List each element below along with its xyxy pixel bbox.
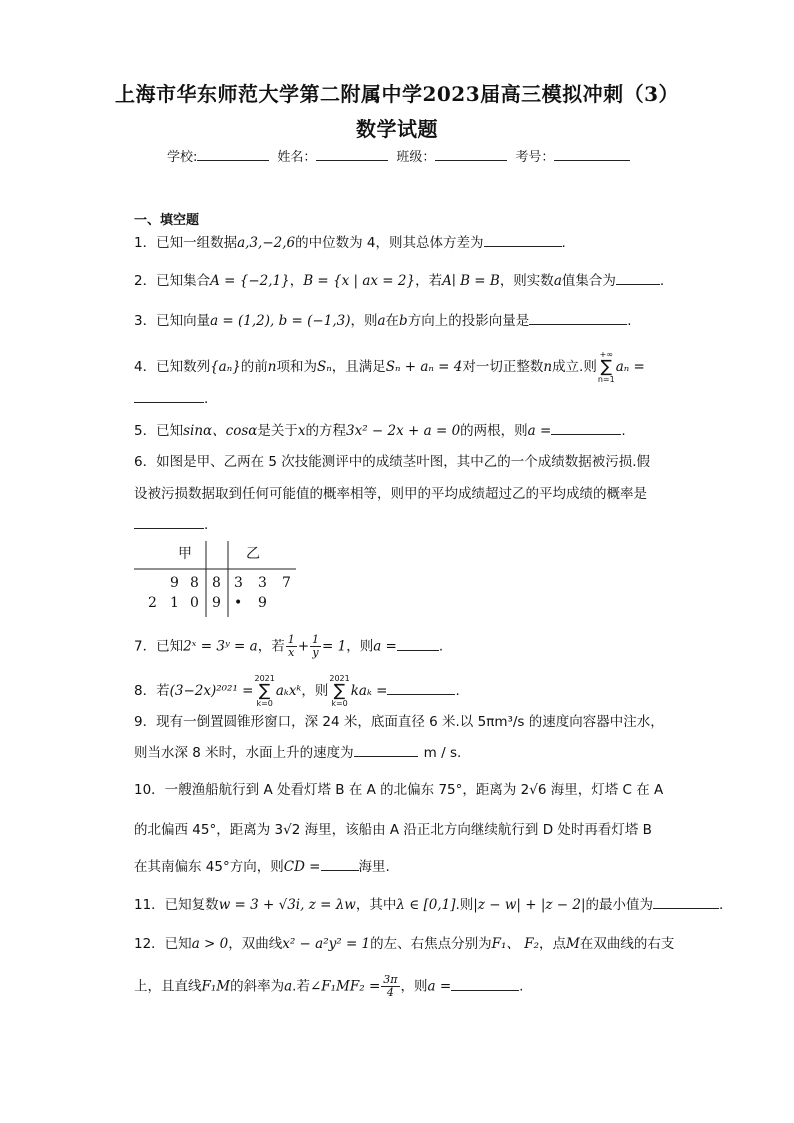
stem-leaf-stem: 8 [212, 575, 221, 591]
q4-text-c: 的前 [240, 359, 268, 375]
q6-answer-blank [134, 514, 204, 529]
class-label: 班级： [396, 150, 436, 165]
q12-frac [381, 974, 399, 999]
q11-text-g: 的最小值为 [585, 897, 654, 913]
name-label: 姓名： [277, 150, 317, 165]
q7-frac-2-num: 1 [312, 633, 320, 646]
q12-math-foci: F₁、 F₂ [491, 936, 539, 952]
question-1 [134, 232, 674, 253]
question-11 [134, 894, 724, 915]
q3-text-c: ，则 [350, 313, 378, 329]
question-3 [134, 310, 674, 331]
q1-math-data: a,3,−2,6 [237, 235, 296, 251]
q5-text-c: 是关于 [257, 423, 298, 439]
q2-text-c: ， [289, 273, 304, 289]
q9-unit: m / s [423, 745, 457, 761]
q12-text-l: 的斜率为 [230, 978, 285, 995]
q10-text-a: 在其南偏东 45°方向，则 [134, 859, 284, 875]
question-12-line2 [134, 974, 674, 999]
school-label: 学校: [167, 150, 198, 165]
question-9-line1: 9．现有一倒置圆锥形窗口，深 24 米，底面直径 6 米.以 5πm³/s 的速度向容器中注水， [134, 714, 664, 730]
stem-leaf-smudged-leaf: • [234, 595, 243, 611]
question-10-line1: 10．一艘渔船航行到 A 处看灯塔 B 在 A 的北偏东 75°，距离为 2√6 海里，灯塔 C 在 A [134, 782, 664, 798]
question-5 [134, 420, 674, 441]
stem-leaf-leaf: 0 [190, 595, 199, 611]
q5-math-x: x [297, 423, 306, 439]
question-7 [134, 634, 674, 659]
q12-text-n: .若 [292, 978, 310, 995]
q12-math-hyperbola: x² − a²y² = 1 [282, 936, 371, 952]
q4-math-n2: n [543, 359, 553, 375]
q5-answer-blank [551, 420, 621, 435]
q9-answer-blank [354, 742, 418, 757]
stem-leaf-plot [134, 539, 302, 619]
question-6-line3 [134, 514, 674, 535]
q12-math-F1M: F₁M [201, 978, 231, 995]
q7-frac-2 [310, 634, 321, 659]
q12-frac-num: 3π [383, 973, 398, 986]
question-2 [134, 270, 674, 291]
q7-frac-1 [286, 634, 297, 659]
q10-end: 海里. [358, 859, 390, 875]
q4-end: . [204, 391, 209, 407]
q8-math-lhs: (3−2x)²⁰²¹ = [169, 683, 254, 699]
stem-leaf-leaf: 2 [148, 595, 157, 611]
q12-text-j: 上，且直线 [134, 978, 202, 995]
q3-end: . [627, 313, 632, 329]
q8-sum-2-bottom: k=0 [331, 699, 348, 708]
question-6-line2: 设被污损数据取到任何可能值的概率相等，则甲的平均成绩超过乙的平均成绩的概率是 [134, 486, 647, 502]
q4-text-k: 成立.则 [552, 359, 597, 375]
q7-math-a: a = [373, 638, 397, 655]
question-12-line1 [134, 934, 674, 954]
school-field [197, 148, 269, 161]
q1-text-c: 的中位数为 4，则其总体方差为 [295, 235, 484, 251]
q4-sum-bottom: n=1 [597, 375, 615, 384]
q12-math-angle: ∠F₁MF₂ = [309, 978, 381, 995]
q4-sum-top: +∞ [599, 350, 613, 359]
stem-leaf-head-left: 甲 [178, 546, 192, 562]
q11-end: . [719, 897, 724, 913]
q5-math-trig: sinα、cosα [183, 423, 258, 439]
q12-text-p: ，则 [400, 978, 428, 995]
q11-math-wz: w = 3 + √3i, z = λw [218, 897, 356, 913]
stem-leaf-leaf: 1 [170, 595, 179, 611]
q10-math-cd: CD = [283, 859, 321, 875]
q12-math-M: M [566, 936, 580, 952]
q2-text-e: ，若 [415, 273, 443, 289]
q11-text-a: 11．已知复数 [134, 897, 219, 913]
name-field [316, 148, 388, 161]
q1-answer-blank [484, 232, 562, 247]
q7-frac-1-den: x [288, 646, 295, 659]
q8-sum-1-bottom: k=0 [256, 699, 273, 708]
q3-text-e: 在 [385, 313, 400, 329]
stem-leaf-leaf: 3 [234, 575, 243, 591]
question-10-line2: 的北偏西 45°，距离为 3√2 海里，该船由 A 沿正北方向继续航行到 D 处时再看灯塔 B [134, 822, 652, 838]
stem-leaf-leaf: 3 [258, 575, 267, 591]
student-info-row [167, 146, 638, 165]
question-4 [134, 350, 674, 384]
q8-text-a: 8．若 [134, 683, 170, 699]
q7-text-a: 7．已知 [134, 638, 184, 655]
q3-text-g: 方向上的投影向量是 [407, 313, 530, 329]
q7-eq-one: = 1 [322, 638, 347, 655]
q7-text-d: ，则 [346, 638, 374, 655]
q12-end: . [519, 978, 524, 995]
q12-answer-blank [451, 976, 519, 991]
q12-text-c: ，双曲线 [228, 936, 283, 952]
q11-math-expr: |z − w| + |z − 2| [473, 897, 586, 913]
stem-leaf-head-right: 乙 [246, 546, 260, 562]
q5-end: . [621, 423, 626, 439]
q4-answer-blank [134, 388, 204, 403]
q2-math-setB: B = {x | ax = 2} [303, 273, 416, 289]
q3-math-b: b [399, 313, 408, 329]
section-title: 一、填空题 [134, 213, 200, 228]
stem-leaf-leaf: 7 [282, 575, 291, 591]
q2-text-a: 2．已知集合 [134, 273, 211, 289]
q12-math-a: a [284, 978, 293, 995]
q7-frac-1-num: 1 [287, 633, 295, 646]
stem-leaf-stem: 9 [212, 595, 221, 611]
stem-leaf-leaf: 9 [170, 575, 179, 591]
q5-text-a: 5．已知 [134, 423, 184, 439]
q4-math-n: n [267, 359, 277, 375]
q8-sum-1-top: 2021 [254, 674, 275, 683]
question-6-line1: 6．如图是甲、乙两在 5 次技能测评中的成绩茎叶图，其中乙的一个成绩数据被污损.假 [134, 454, 651, 470]
q8-math-term: aₖxᵏ [275, 683, 302, 699]
q2-math-setA: A = {−2,1} [210, 273, 290, 289]
q11-answer-blank [653, 894, 719, 909]
q4-text-a: 4．已知数列 [134, 359, 211, 375]
q4-math-cond: Sₙ + aₙ = 4 [385, 359, 463, 375]
q4-text-e: 项和为 [276, 359, 317, 375]
exam-subtitle: 数学试题 [356, 117, 438, 141]
q7-plus: + [297, 638, 310, 655]
q11-text-c: ，其中 [355, 897, 397, 913]
q10-answer-blank [321, 856, 359, 871]
q8-math-term2: kaₖ = [350, 683, 388, 699]
q3-answer-blank [529, 310, 627, 325]
q4-math-seq: {aₙ} [210, 359, 241, 375]
q7-text-c: ，若 [257, 638, 285, 655]
q2-answer-blank [616, 270, 660, 285]
q2-end: . [659, 273, 665, 289]
q4-text-i: 对一切正整数 [462, 359, 544, 375]
stem-leaf-leaf: 9 [258, 595, 267, 611]
q3-math-vectors: a = (1,2), b = (−1,3) [210, 313, 351, 329]
question-9-line2 [134, 742, 674, 763]
q12-text-e: 的左、右焦点分别为 [370, 936, 492, 952]
q12-math-a-eq: a = [427, 978, 452, 995]
q8-sum-1: 2021 ∑ k=0 [254, 674, 275, 708]
q8-end: . [455, 683, 460, 699]
q7-answer-blank [397, 636, 439, 651]
number-label: 考号： [515, 150, 555, 165]
q3-math-a: a [377, 313, 386, 329]
q11-text-e: .则 [455, 897, 474, 913]
q5-math-eq: 3x² − 2x + a = 0 [346, 423, 461, 439]
q11-math-lambda: λ ∈ [0,1] [396, 897, 456, 913]
question-8 [134, 674, 674, 708]
exam-title: 上海市华东师范大学第二附属中学2023届高三模拟冲刺（3） [114, 82, 680, 106]
q12-frac-den: 4 [386, 986, 394, 999]
question-4-cont [134, 388, 674, 409]
stem-leaf-leaf: 8 [190, 575, 199, 591]
q7-math-eq: 2ˣ = 3ʸ = a [183, 638, 258, 655]
class-field [435, 148, 507, 161]
number-field [554, 148, 630, 161]
q12-text-i: 在双曲线的右支 [579, 936, 675, 952]
q8-sum-2: 2021 ∑ k=0 [329, 674, 350, 708]
q2-text-i: 值集合为 [561, 273, 616, 289]
q8-text-d: ，则 [301, 683, 329, 699]
q3-text-a: 3．已知向量 [134, 313, 211, 329]
q7-frac-2-den: y [312, 646, 319, 659]
q4-math-Sn: Sₙ [317, 359, 332, 375]
q12-text-a: 12．已知 [134, 936, 192, 952]
q4-sum-symbol: +∞ ∑ n=1 [597, 350, 615, 384]
q8-sum-2-top: 2021 [329, 674, 350, 683]
q9-end: . [457, 745, 462, 761]
q6-end: . [204, 517, 209, 533]
q12-math-a-pos: a > 0 [191, 936, 229, 952]
question-10-line3 [134, 856, 674, 877]
q2-text-g: ，则实数 [499, 273, 554, 289]
q4-math-an: aₙ = [615, 359, 645, 375]
q8-answer-blank [387, 680, 455, 695]
q12-text-g: ，点 [539, 936, 566, 952]
q7-end: . [438, 638, 444, 655]
q5-math-a: a = [527, 423, 552, 439]
q4-text-g: ，且满足 [331, 359, 386, 375]
q1-end: . [561, 235, 566, 251]
q5-text-e: 的方程 [305, 423, 347, 439]
q2-math-cond: A∣ B = B [442, 273, 500, 289]
q2-math-a: a [553, 273, 562, 289]
q9-text-a: 则当水深 8 米时，水面上升的速度为 [134, 745, 354, 761]
q5-text-g: 的两根，则 [460, 423, 528, 439]
q1-text-a: 1．已知一组数据 [134, 235, 238, 251]
